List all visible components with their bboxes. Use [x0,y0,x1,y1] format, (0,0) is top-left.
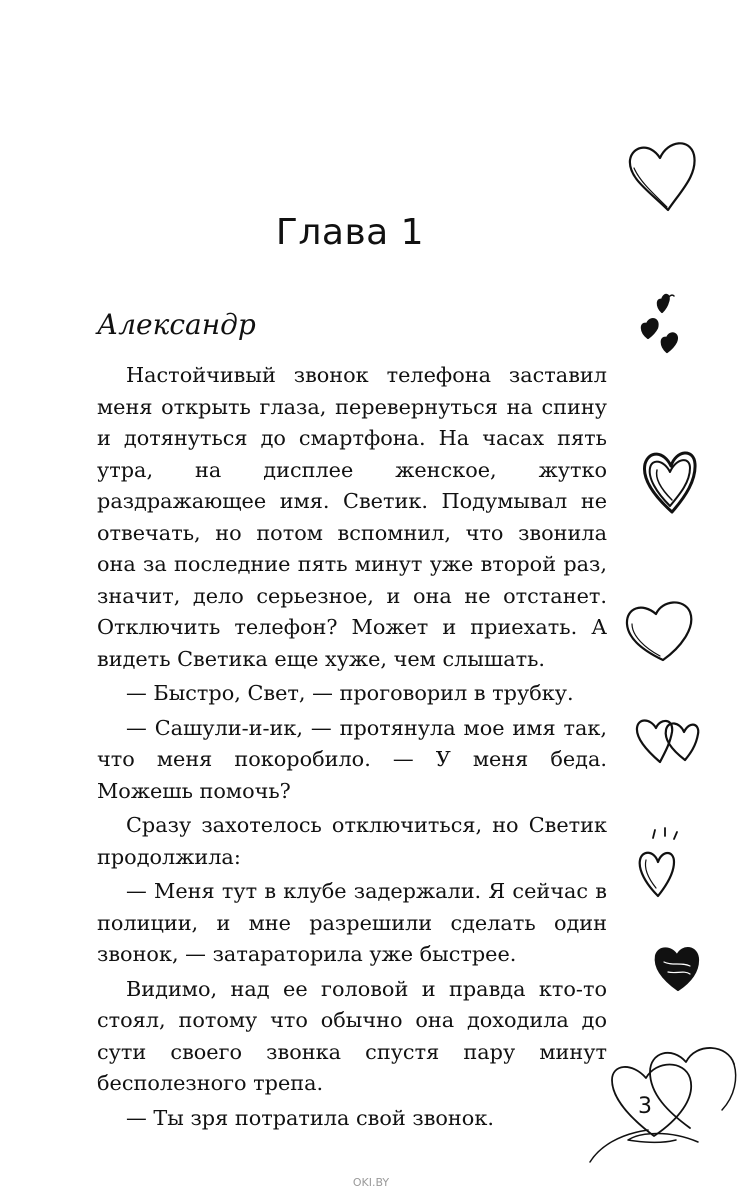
double-heart-icon [637,721,698,763]
paragraph: Сразу захотелось отключиться, но Светик продолжила: [97,813,607,869]
chapter-narrator: Александр [97,308,256,341]
chapter-title: Глава 1 [275,212,425,253]
paragraph: — Сашули-и-ик, — протянула мое имя так, что меня покоробило. — У меня беда. Можешь помочь? [97,715,607,803]
radiant-heart-icon [640,828,677,896]
filled-scribble-heart-icon [656,948,698,990]
paragraph: Видимо, над ее головой и правда кто-то стоял, потому что обычно она доходила до сути своего звонка спустя пару минут бесполезного трепа. [97,976,607,1095]
page-number: 3 [638,1094,652,1119]
paragraph: — Быстро, Свет, — проговорил в трубку. [126,681,574,705]
chapter-text [97,360,607,1134]
small-hearts-cluster-icon [642,295,677,352]
paragraph: — Ты зря потратила свой звонок. [126,1105,494,1130]
paragraph: — Меня тут в клубе задержали. Я сейчас в полиции, и мне разрешили сделать один звонок, — затараторила уже быстрее. [97,879,607,966]
heart-outline-icon [630,143,695,210]
interlinked-hearts-icon [590,1048,736,1162]
watermark: OKI.BY [352,1176,390,1189]
scribbled-heart-icon [644,453,695,512]
wide-heart-outline-icon [627,602,691,660]
paragraph: Настойчивый звонок телефона заставил меня открыть глаза, перевернуться на спину и дотянуться до смартфона. На часах пять утра, на дисплее женское, жутко раздражающее имя. Светик. Подумывал не отвечать, но потом вспомнил, что звонила она за последние пять минут уже второй раз, значит, дело серьезное, и она не отстанет. Отключить телефон? Может и приехать. А видеть Светика еще хуже, чем слышать. [97,363,607,671]
